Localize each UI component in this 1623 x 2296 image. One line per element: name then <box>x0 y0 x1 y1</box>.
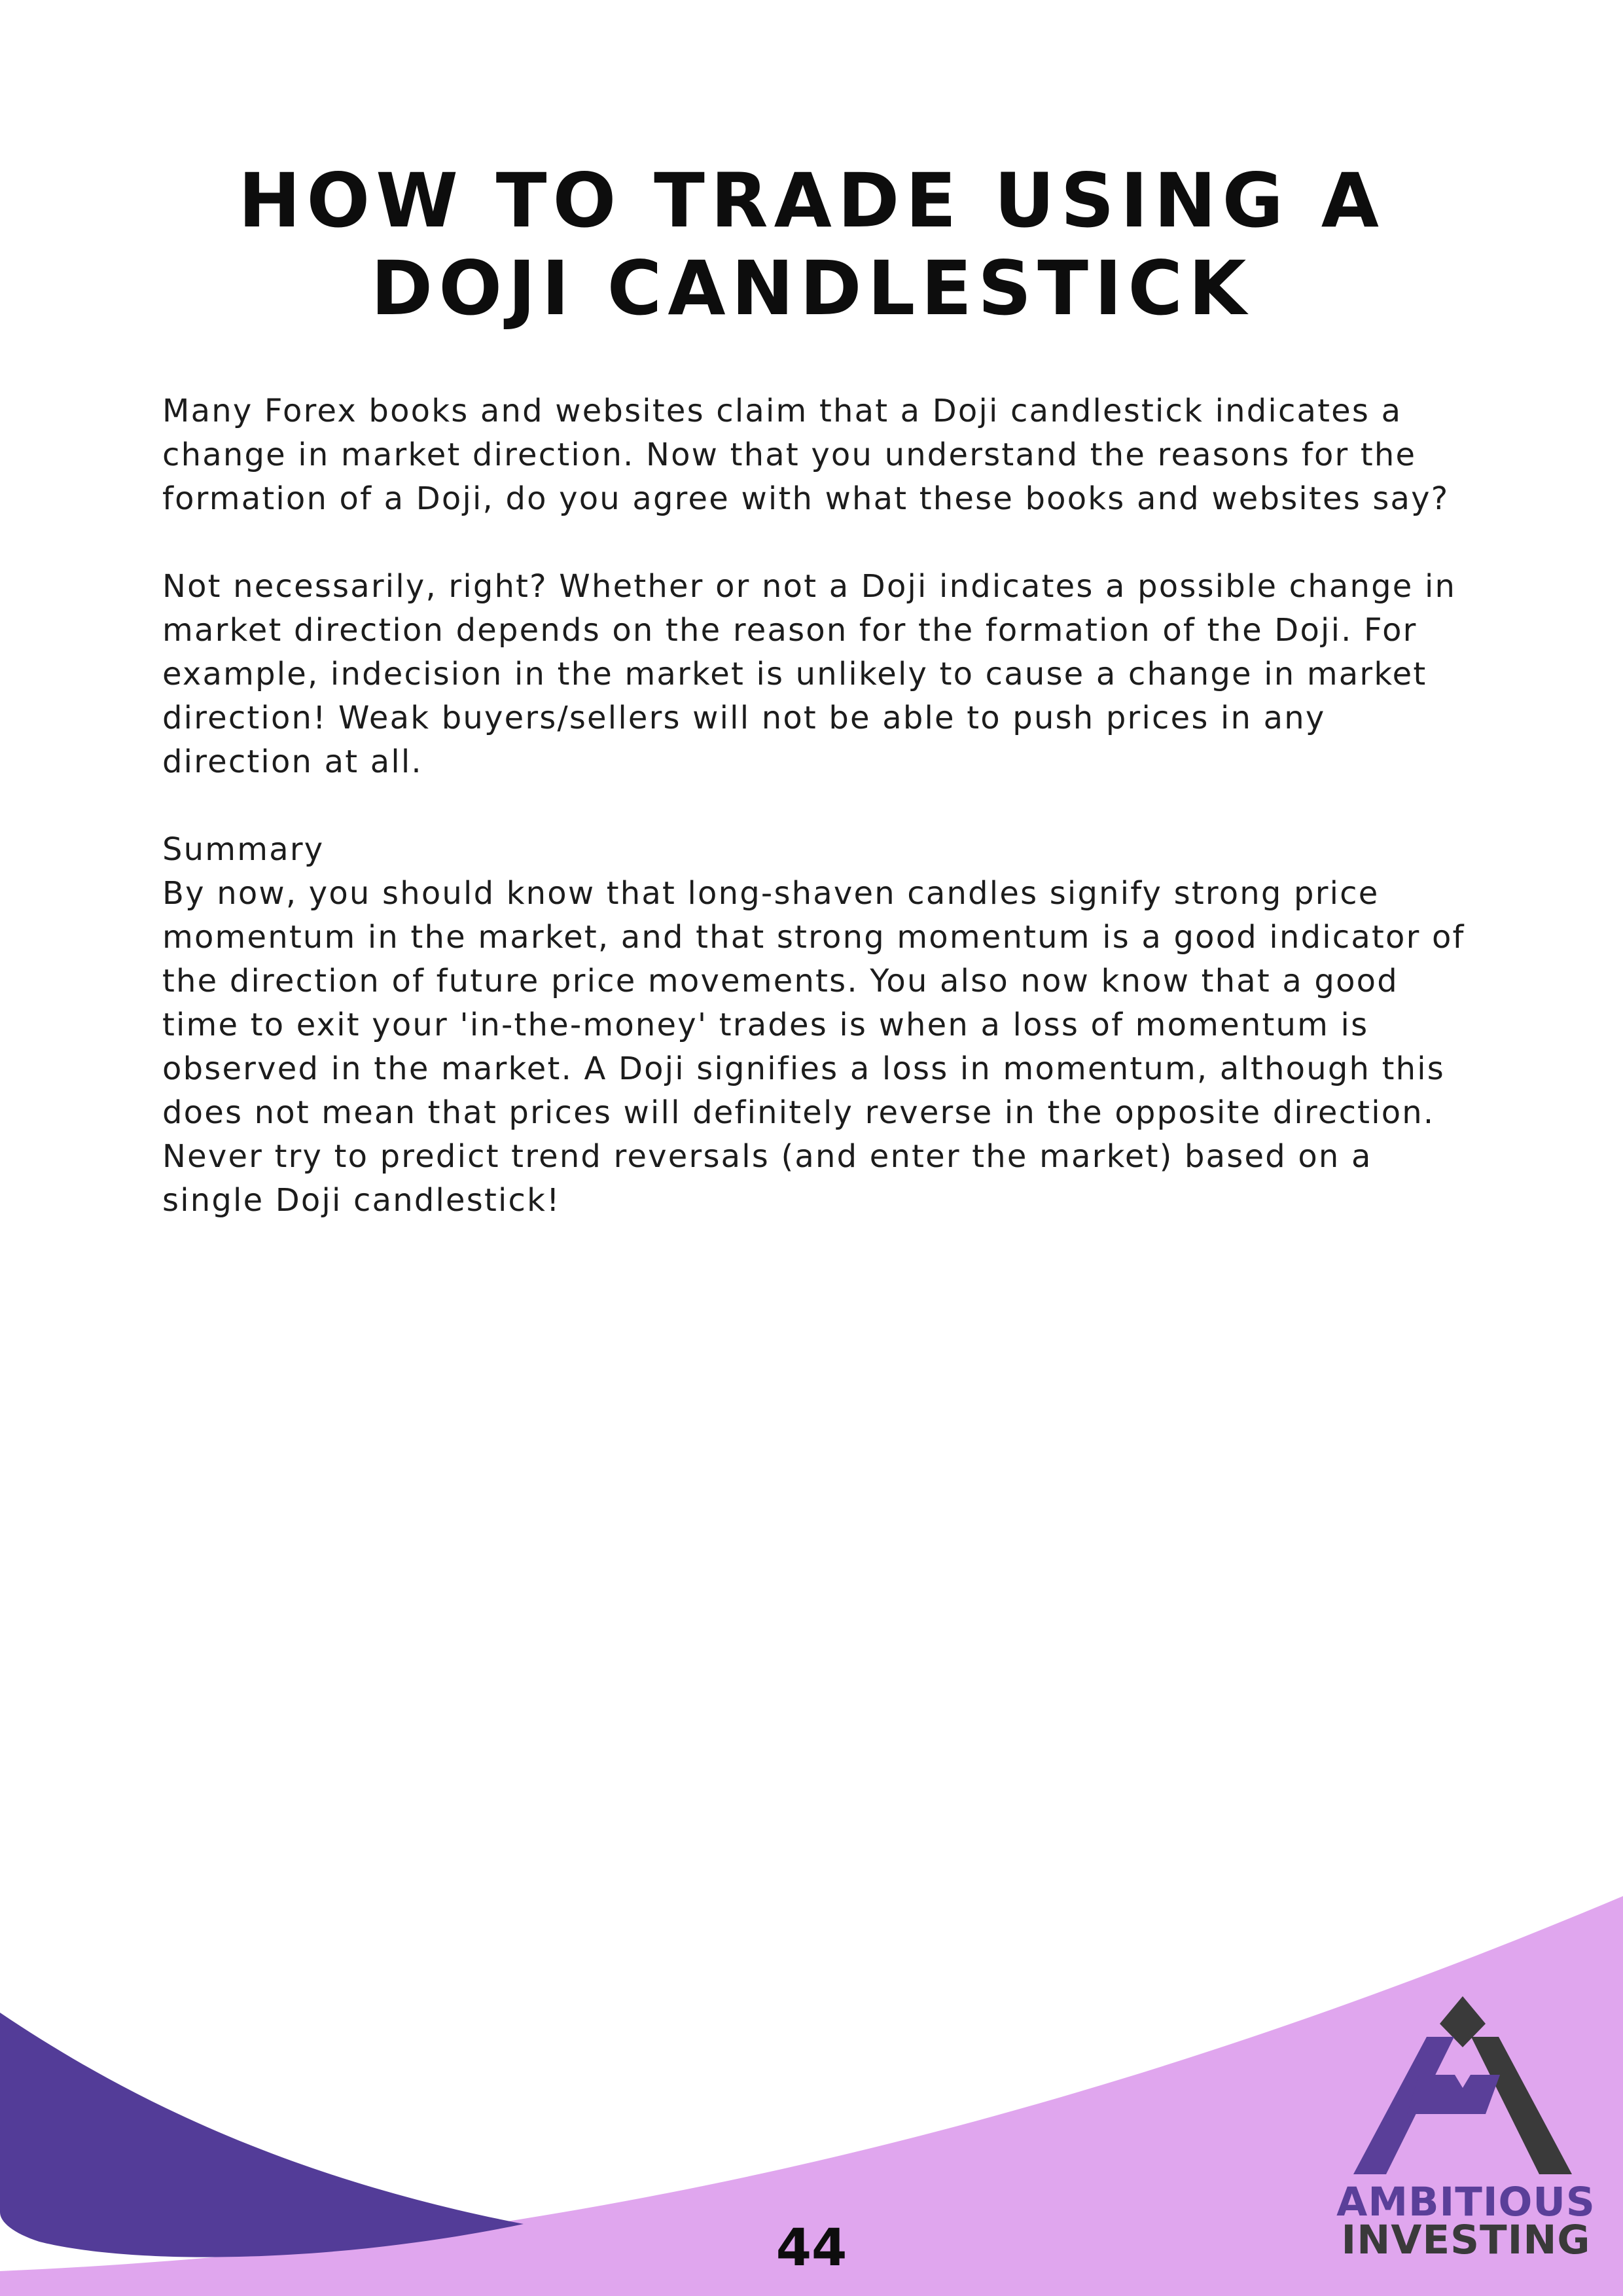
summary-paragraph: By now, you should know that long-shaven candles signify strong price momentum in the market, and that strong momentum is a good indicator of the direction of future price movements. You also now know that a good time to exit your 'in-the-money' trades is when a loss of momentum is observed in the market. A Doji signifies a loss in momentum, although this does not mean that prices will definitely reverse in the opposite direction. Never try to predict trend reversals (and enter the market) based on a single Doji candlestick! <box>162 875 1465 1219</box>
logo-line-ambitious: AMBITIOUS <box>1336 2179 1596 2225</box>
logo-crossbar <box>1407 2075 1500 2114</box>
page-number: 44 <box>776 2219 847 2278</box>
paragraph-2: Not necessarily, right? Whether or not a Doji indicates a possible change in market direction depends on the reason for the formation of the Doji. For example, indecision in the market is unlikely to cause a change in market direction! Weak buyers/sellers will not be able to push prices in any direction at all. <box>162 568 1457 780</box>
ambitious-investing-logo-icon <box>1348 1996 1577 2179</box>
logo-line-investing: INVESTING <box>1341 2217 1591 2263</box>
footer-dark-wave <box>0 2013 524 2257</box>
summary-heading: Summary <box>162 831 325 868</box>
logo-wordmark <box>1322 2179 1610 2263</box>
body-text <box>162 389 1471 1223</box>
paragraph-1: Many Forex books and websites claim that a Doji candlestick indicates a change in market direction. Now that you understand the reasons for the formation of a Doji, do you agree with what these books and websites say? <box>162 393 1450 517</box>
page-title: HOW TO TRADE USING A DOJI CANDLESTICK <box>238 157 1385 332</box>
